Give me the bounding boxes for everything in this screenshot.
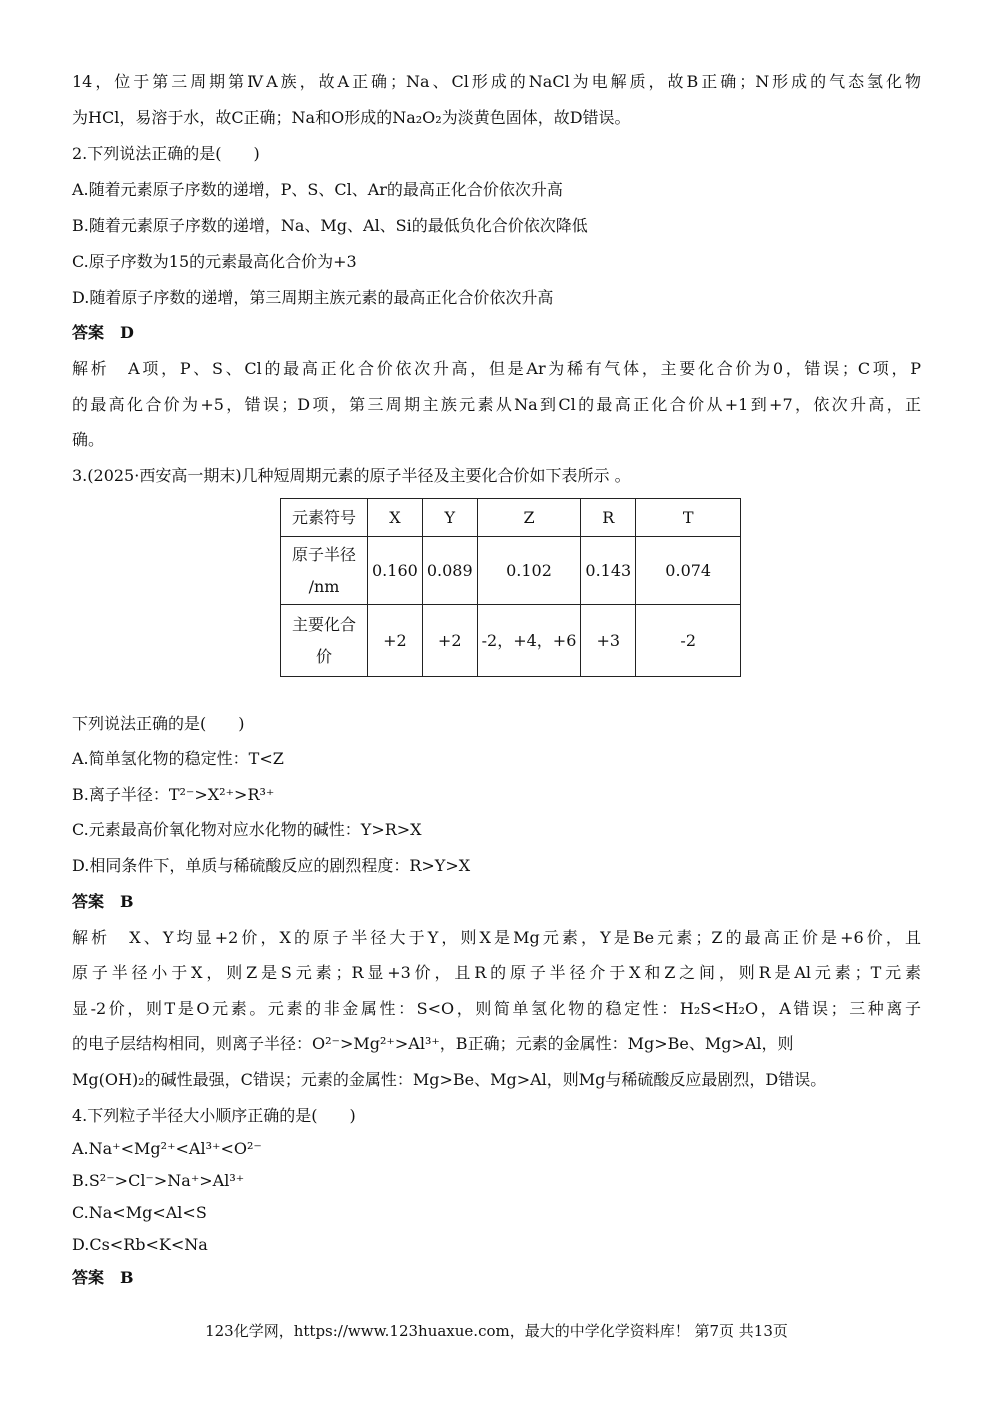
table-cell: 0.102 <box>477 537 581 605</box>
table-header-cell: Z <box>477 499 581 537</box>
table-row <box>281 499 741 537</box>
answer: 答案 D <box>72 323 134 342</box>
question-4: 4.下列粒子半径大小顺序正确的是( ) <box>72 1106 356 1125</box>
option-a: A.随着元素原子序数的递增，P、S、Cl、Ar的最高正化合价依次升高 <box>72 180 563 199</box>
option-c: C.原子序数为15的元素最高化合价为+3 <box>72 252 357 271</box>
table-header-cell: X <box>368 499 423 537</box>
explanation-line: 的电子层结构相同，则离子半径：O²⁻>Mg²⁺>Al³⁺，B正确；元素的金属性：Mg>Be、Mg>Al，则 <box>72 1034 794 1053</box>
table-cell: 0.074 <box>636 537 741 605</box>
explanation-line: 解析 A项，P、S、Cl的最高正化合价依次升高，但是Ar为稀有气体，主要化合价为0，错误；C项，P <box>72 359 921 378</box>
row-label-unit: /nm <box>308 576 340 596</box>
table-header-cell: Y <box>422 499 477 537</box>
table-header-cell: T <box>636 499 741 537</box>
text-line: 14，位于第三周期第ⅣA族，故A正确；Na、Cl形成的NaCl为电解质，故B正确；N形成的气态氢化物 <box>72 72 921 91</box>
option-b: B.离子半径：T²⁻>X²⁺>R³⁺ <box>72 785 275 804</box>
explanation-line: 显-2价，则T是O元素。元素的非金属性：S<O，则简单氢化物的稳定性：H₂S<H₂O，A错误；三种离子 <box>72 999 921 1018</box>
option-c: C.元素最高价氧化物对应水化物的碱性：Y>R>X <box>72 820 422 839</box>
row-label-cell <box>281 605 368 677</box>
table-cell: 0.089 <box>422 537 477 605</box>
table-header-cell: 元素符号 <box>281 499 368 537</box>
table-cell: +2 <box>368 605 423 677</box>
option-d: D.相同条件下，单质与稀硫酸反应的剧烈程度：R>Y>X <box>72 856 471 875</box>
answer: 答案 B <box>72 892 134 911</box>
explanation-line: 确。 <box>72 430 105 449</box>
option-a: A.简单氢化物的稳定性：T<Z <box>72 749 284 768</box>
question-2: 2.下列说法正确的是( ) <box>72 144 260 163</box>
table-cell: -2，+4，+6 <box>477 605 581 677</box>
option-b: B.S²⁻>Cl⁻>Na⁺>Al³⁺ <box>72 1171 245 1190</box>
explanation-line: Mg(OH)₂的碱性最强，C错误；元素的金属性：Mg>Be、Mg>Al，则Mg与稀硫酸反应最剧烈，D错误。 <box>72 1070 827 1089</box>
option-a: A.Na⁺<Mg²⁺<Al³⁺<O²⁻ <box>72 1139 262 1158</box>
row-label: 主要化合 <box>291 614 356 634</box>
row-label-unit: 价 <box>315 646 332 666</box>
question-3: 3.(2025·西安高一期末)几种短周期元素的原子半径及主要化合价如下表所示 。 <box>72 466 631 485</box>
answer: 答案 B <box>72 1268 134 1287</box>
explanation-line: 解析 X、Y均显+2价，X的原子半径大于Y，则X是Mg元素，Y是Be元素；Z的最高正价是+6价，且 <box>72 928 921 947</box>
option-b: B.随着元素原子序数的递增，Na、Mg、Al、Si的最低负化合价依次降低 <box>72 216 588 235</box>
page-footer: 123化学网，https://www.123huaxue.com，最大的中学化学资料库！ 第7页 共13页 <box>205 1322 788 1340</box>
table-cell: 0.143 <box>581 537 636 605</box>
row-label-cell <box>281 537 368 605</box>
element-table <box>280 498 741 677</box>
text-line: 为HCl，易溶于水，故C正确；Na和O形成的Na₂O₂为淡黄色固体，故D错误。 <box>72 108 631 127</box>
table-row <box>281 537 741 605</box>
table-row <box>281 605 741 677</box>
explanation-line: 原子半径小于X，则Z是S元素；R显+3价，且R的原子半径介于X和Z之间，则R是Al元素；T元素 <box>72 963 921 982</box>
option-d: D.随着原子序数的递增，第三周期主族元素的最高正化合价依次升高 <box>72 288 554 307</box>
explanation-line: 的最高化合价为+5，错误；D项，第三周期主族元素从Na到Cl的最高正化合价从+1到+7，依次升高，正 <box>72 395 921 414</box>
question-stem: 下列说法正确的是( ) <box>72 714 245 733</box>
table-cell: +3 <box>581 605 636 677</box>
row-label: 原子半径 <box>291 544 356 564</box>
option-c: C.Na<Mg<Al<S <box>72 1203 207 1222</box>
table-cell: -2 <box>636 605 741 677</box>
table-header-cell: R <box>581 499 636 537</box>
table-cell: 0.160 <box>368 537 423 605</box>
option-d: D.Cs<Rb<K<Na <box>72 1235 208 1254</box>
table-cell: +2 <box>422 605 477 677</box>
